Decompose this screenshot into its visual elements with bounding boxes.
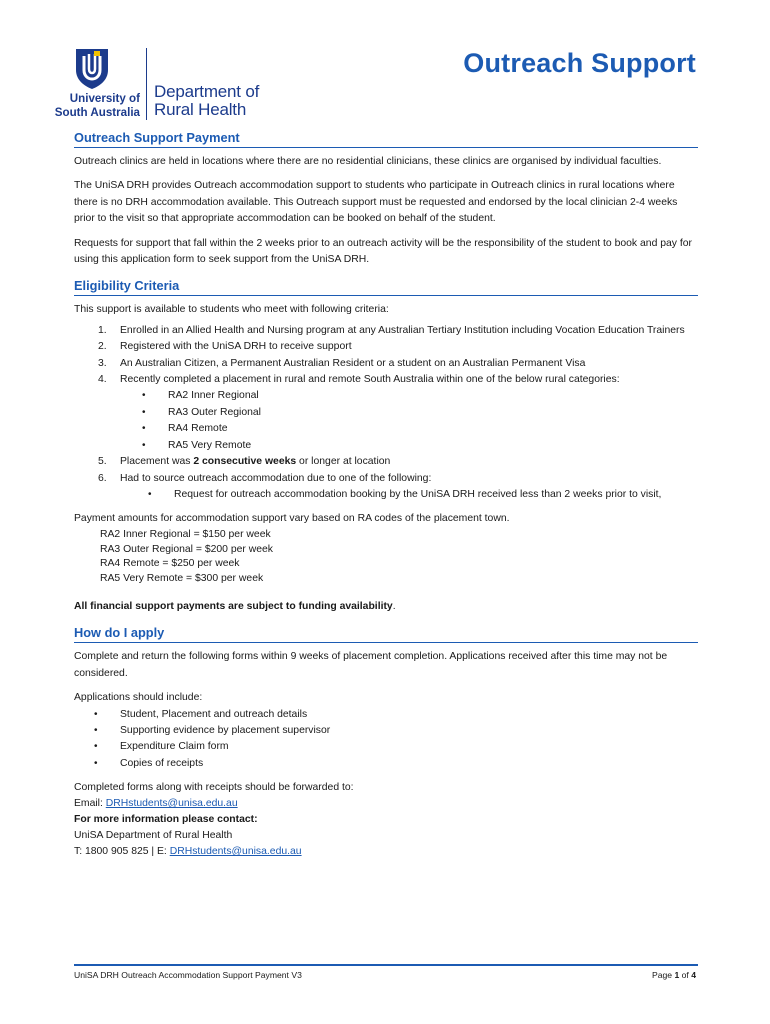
logo-divider [146,48,147,120]
application-item [90,723,698,739]
ra-category-list [138,388,698,454]
item-6-sub-list [144,487,698,503]
eligibility-heading: Eligibility Criteria [74,278,698,296]
item-6-sub-item [144,487,698,503]
eligibility-item-3 [98,356,698,372]
bullet-icon: • [94,741,98,753]
list-text: Enrolled in an Allied Health and Nursing program at any Australian Tertiary Institution including Vocation Education Trainers [120,324,685,336]
university-line-1: University of [69,92,140,105]
bullet-icon: • [142,423,146,435]
of-word: of [679,970,692,980]
eligibility-item-1 [98,323,698,339]
university-line-2: South Australia [54,106,140,119]
payment-paragraph-1: Outreach clinics are held in locations where there are no residential clinicians, these clinics are organised by individual faculties. [74,156,662,167]
payment-section [74,130,698,268]
department-name [154,83,259,119]
department-line-2: Rural Health [154,100,247,119]
page-word: Page [652,970,675,980]
total-pages: 4 [691,970,696,980]
apply-section [74,625,698,860]
list-text: RA4 Remote [168,423,228,435]
email-label: Email: [74,798,106,810]
payment-paragraph-2: The UniSA DRH provides Outreach accommodation support to students who participate in Outreach clinics in rural locations where there is no DRH accommodation available. This Outreach support must be requested and endorsed by the local clinician 2-4 weeks prior to the visit so that appropriate accommodation can be booked on behalf of the student. [74,180,678,225]
footer-page-number [652,970,696,980]
eligibility-intro: This support is available to students who meet with following criteria: [74,304,389,316]
list-text: Registered with the UniSA DRH to receive support [120,341,352,353]
application-item [90,707,698,723]
forward-text: Completed forms along with receipts should be forwarded to: [74,782,354,794]
ra-category-item [138,421,698,437]
bold-text: 2 consecutive weeks [193,456,297,468]
footer-document-name: UniSA DRH Outreach Accommodation Support Payment V3 [74,970,302,980]
unisa-shield-icon [74,48,110,90]
page-title: Outreach Support [463,48,696,78]
rate-line: RA3 Outer Regional = $200 per week [100,543,273,555]
ra-category-item [138,388,698,404]
unisa-logo [46,46,278,124]
eligibility-item-5 [98,454,698,470]
list-text: Student, Placement and outreach details [120,708,308,720]
main-content [74,130,698,860]
bullet-icon: • [142,406,146,418]
list-text: RA5 Very Remote [168,439,252,451]
bullet-icon: • [94,757,98,769]
rates-list [100,528,698,587]
ra-category-item [138,405,698,421]
list-text: RA2 Inner Regional [168,390,259,402]
funding-notice-period: . [392,600,396,612]
more-info-heading: For more information please contact: [74,814,258,826]
list-number: 6. [98,472,107,484]
department-line-1: Department of [154,82,260,101]
email-link[interactable]: DRHstudents@unisa.edu.au [105,798,238,810]
funding-notice-text: All financial support payments are subject to funding availability [74,600,393,612]
rates-section [74,511,698,615]
application-item [90,739,698,755]
phone-line [74,844,698,860]
list-text: Request for outreach accommodation booking by the UniSA DRH received less than 2 weeks prior to visit, [174,488,662,500]
funding-notice [74,599,698,615]
eligibility-item-6 [98,471,698,504]
apply-paragraph: Complete and return the following forms within 9 weeks of placement completion. Applications received after this time may not be considered. [74,651,668,679]
bullet-icon: • [94,708,98,720]
current-page: 1 [674,970,680,980]
phone-label: T: 1800 905 825 | E: [74,846,170,858]
ra-category-item [138,438,698,454]
bullet-icon: • [142,390,146,402]
list-number: 5. [98,456,107,468]
contact-email-link[interactable]: DRHstudents@unisa.edu.au [169,846,302,858]
list-text: Had to source outreach accommodation due to one of the following: [120,472,432,484]
payment-paragraph-3: Requests for support that fall within the 2 weeks prior to an outreach activity will be the responsibility of the student to book and pay for using this application form to seek support from the UniSA DRH. [74,237,693,266]
list-text: Expenditure Claim form [120,741,229,753]
list-text: Copies of receipts [120,757,204,769]
bullet-icon: • [142,439,146,451]
list-number: 1. [98,324,107,336]
apply-heading: How do I apply [74,625,698,643]
rate-line: RA4 Remote = $250 per week [100,558,240,570]
applications-intro: Applications should include: [74,692,203,704]
bullet-icon: • [94,724,98,736]
list-number: 4. [98,374,107,386]
payment-heading: Outreach Support Payment [74,130,698,148]
list-text: Recently completed a placement in rural and remote South Australia within one of the below rural categories: [120,374,620,386]
list-text: Supporting evidence by placement supervisor [120,724,331,736]
university-name [46,92,140,120]
list-text: or longer at location [296,456,391,468]
organisation-name: UniSA Department of Rural Health [74,830,233,842]
rates-intro: Payment amounts for accommodation support vary based on RA codes of the placement town. [74,513,510,525]
eligibility-section [74,278,698,503]
list-number: 2. [98,341,107,353]
email-line [74,796,698,812]
bullet-icon: • [148,488,152,500]
list-number: 3. [98,357,107,369]
eligibility-item-4 [98,372,698,454]
list-text: Placement was [120,456,194,468]
applications-list [90,707,698,773]
eligibility-list [98,323,698,503]
contact-block [74,780,698,860]
rate-line: RA2 Inner Regional = $150 per week [100,528,271,540]
application-item [90,756,698,772]
list-text: An Australian Citizen, a Permanent Australian Resident or a student on an Australian Permanent Visa [120,357,586,369]
list-text: RA3 Outer Regional [168,406,261,418]
footer-divider [74,964,698,966]
eligibility-item-2 [98,339,698,355]
rate-line: RA5 Very Remote = $300 per week [100,573,264,585]
